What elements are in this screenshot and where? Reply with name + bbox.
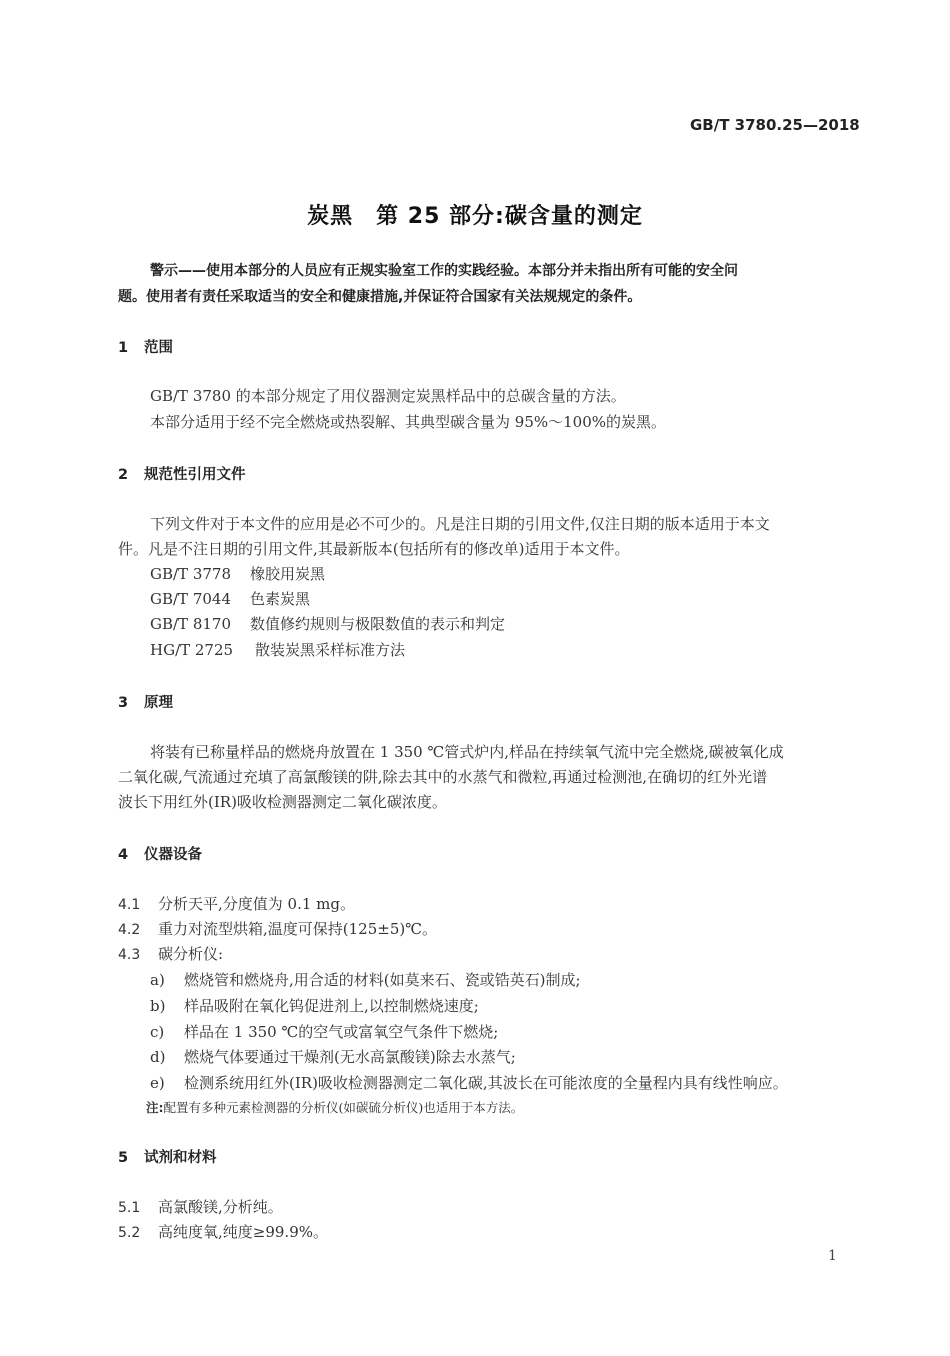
paragraph: 将装有已称量样品的燃烧舟放置在 1 350 ℃管式炉内,样品在持续氧气流中完全燃烧,碳被氧化成 bbox=[150, 743, 784, 761]
subclause: 5.1 高氯酸镁,分析纯。 bbox=[118, 1198, 283, 1216]
subclause: 4.2 重力对流型烘箱,温度可保持(125±5)℃。 bbox=[118, 920, 437, 938]
reference-item: GB/T 8170 数值修约规则与极限数值的表示和判定 bbox=[150, 615, 506, 633]
section-heading-principle: 3 原理 bbox=[118, 695, 173, 711]
paragraph: 本部分适用于经不完全燃烧或热裂解、其典型碳含量为 95%～100%的炭黑。 bbox=[150, 413, 666, 431]
paragraph: GB/T 3780 的本部分规定了用仪器测定炭黑样品中的总碳含量的方法。 bbox=[150, 387, 626, 405]
reference-item: HG/T 2725 散装炭黑采样标准方法 bbox=[150, 641, 406, 659]
list-item: c) 样品在 1 350 ℃的空气或富氧空气条件下燃烧; bbox=[150, 1023, 499, 1041]
warning-line-1: 警示——使用本部分的人员应有正规实验室工作的实践经验。本部分并未指出所有可能的安全问 bbox=[150, 263, 738, 279]
paragraph: 波长下用红外(IR)吸收检测器测定二氧化碳浓度。 bbox=[118, 793, 447, 811]
standard-code: GB/T 3780.25—2018 bbox=[690, 116, 860, 134]
warning-line-2: 题。使用者有责任采取适当的安全和健康措施,并保证符合国家有关法规规定的条件。 bbox=[118, 289, 642, 305]
paragraph: 件。凡是不注日期的引用文件,其最新版本(包括所有的修改单)适用于本文件。 bbox=[118, 540, 630, 558]
list-item: a) 燃烧管和燃烧舟,用合适的材料(如莫来石、瓷或锆英石)制成; bbox=[150, 971, 581, 989]
paragraph: 下列文件对于本文件的应用是必不可少的。凡是注日期的引用文件,仅注日期的版本适用于本文 bbox=[150, 515, 770, 533]
paragraph: 二氧化碳,气流通过充填了高氯酸镁的阱,除去其中的水蒸气和微粒,再通过检测池,在确切的红外光谱 bbox=[118, 768, 768, 786]
list-item: e) 检测系统用红外(IR)吸收检测器测定二氧化碳,其波长在可能浓度的全量程内具有线性响应。 bbox=[150, 1074, 788, 1092]
reference-item: GB/T 3778 橡胶用炭黑 bbox=[150, 565, 326, 583]
document-title: 炭黑 第 25 部分:碳含量的测定 bbox=[307, 204, 643, 229]
list-item: b) 样品吸附在氧化钨促进剂上,以控制燃烧速度; bbox=[150, 997, 479, 1015]
section-heading-reagents: 5 试剂和材料 bbox=[118, 1150, 217, 1166]
subclause: 4.3 碳分析仪: bbox=[118, 945, 224, 963]
subclause: 5.2 高纯度氧,纯度≥99.9%。 bbox=[118, 1223, 328, 1241]
section-heading-apparatus: 4 仪器设备 bbox=[118, 847, 202, 863]
list-item: d) 燃烧气体要通过干燥剂(无水高氯酸镁)除去水蒸气; bbox=[150, 1048, 516, 1066]
note: 注:配置有多种元素检测器的分析仪(如碳硫分析仪)也适用于本方法。 bbox=[146, 1100, 524, 1115]
page-number: 1 bbox=[828, 1248, 837, 1264]
subclause: 4.1 分析天平,分度值为 0.1 mg。 bbox=[118, 895, 355, 913]
reference-item: GB/T 7044 色素炭黑 bbox=[150, 590, 311, 608]
section-heading-scope: 1 范围 bbox=[118, 340, 173, 356]
section-heading-normative-references: 2 规范性引用文件 bbox=[118, 467, 246, 483]
